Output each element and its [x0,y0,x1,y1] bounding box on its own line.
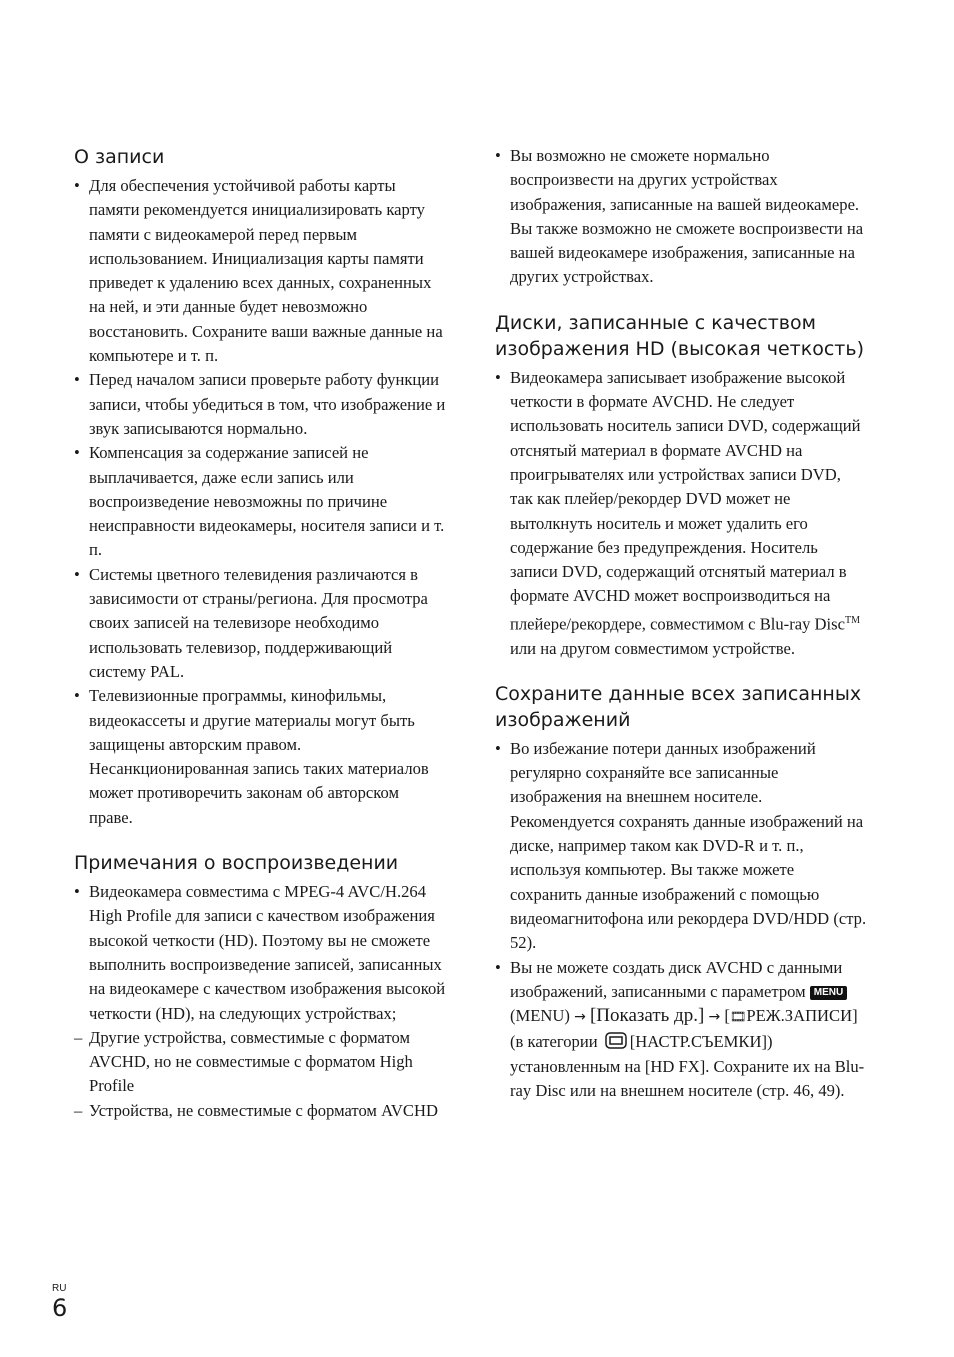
menu-path-rec-mode: РЕЖ.ЗАПИСИ] (в категории [510,1006,858,1052]
section-compat [495,144,867,290]
list-item: • Вы возможно не сможете нормально воспроизвести на других устройствах изображения, записанные на вашей видеокамере. Вы также возможно не сможете воспроизвести на вашей видеокамере изображения, записанные на других устройствах. [495,144,867,290]
film-icon: 🎞 [729,1010,747,1026]
arrow-right-icon: → [574,1009,586,1026]
section-heading: Сохраните данные всех записанных изображений [495,682,862,731]
bullet-list [495,366,867,661]
section-about-recording [74,144,446,830]
list-item [495,956,867,1104]
sub-list-item: – Устройства, не совместимые с форматом AVCHD [74,1099,446,1123]
list-item: • Во избежание потери данных изображений регулярно сохраняйте все записанные изображения на внешнем носителе. Рекомендуется сохранять данные изображений на диске, например таком как DVD-R и т. п., используя компьютер. Вы также можете сохранить данные изображений с помощью видеомагнитофона или рекордера DVD/HDD (стр. 52). [495,737,867,956]
bullet-list [495,144,867,290]
camera-icon [602,1031,630,1051]
bullet-list [74,880,446,1123]
menu-text: (MENU) [510,1006,575,1026]
section-heading: О записи [74,146,165,168]
arrow-right-icon: → [708,1009,721,1026]
list-item [495,366,867,661]
menu-path-show-more: [Показать др.] [589,1005,705,1027]
list-item [74,880,446,1123]
page-number: 6 [52,1294,68,1322]
list-item: • Телевизионные программы, кинофильмы, видеокассеты и другие материалы могут быть защищены авторским правом. Несанкционированная запись таких материалов может противоречить законам об авторском праве. [74,684,446,830]
section-playback-notes [74,850,446,1123]
dash-list [74,1026,446,1123]
page-footer [52,1283,67,1322]
list-item-text: Видеокамера совместима с MPEG-4 AVC/H.264 High Profile для записи с качеством изображения высокой четкости (HD). Поэтому вы не сможете выполнить воспроизведение записей, записанных на видеокамере с качеством изображения высокой четкости (HD), на следующих устройствах; [89,882,446,1023]
menu-path-shooting-set: [НАСТР.СЪЕМКИ]) установленным на [HD FX]. Сохраните их на Blu-ray Disc или на внешнем носителе (стр. 46, 49). [510,1032,865,1101]
section-heading: Примечания о воспроизведении [74,852,399,875]
trademark-symbol: TM [844,614,860,626]
bracket-text: [ [720,1006,730,1026]
section-save-data [495,681,867,1103]
left-column [74,144,446,1143]
menu-button-icon: MENU [810,986,847,1000]
list-item-text: Видеокамера записывает изображение высокой четкости в формате AVCHD. Не следует использовать носитель записи DVD, содержащий отснятый материал в формате AVCHD на проигрывателях или устройствах записи DVD, так как плейер/рекордер DVD может не вытолкнуть носитель и может удалить его содержание без предупреждения. Носитель записи DVD, содержащий отснятый материал в формате AVCHD может воспроизводиться на плейере/рекордере, совместимом с Blu-ray Disc [510,367,861,634]
list-item: • Системы цветного телевидения различаются в зависимости от страны/региона. Для просмотра своих записей на телевизоре необходимо использовать телевизор, поддерживающий систему PAL. [74,563,446,684]
list-item-text: Вы не можете создать диск AVCHD с данными изображений, записанными с параметром [510,957,843,1001]
right-column [495,144,867,1123]
language-code: RU [52,1283,67,1294]
sub-list-item: – Другие устройства, совместимые с форматом AVCHD, но не совместимые с форматом High Profile [74,1026,446,1099]
list-item: • Для обеспечения устойчивой работы карты памяти рекомендуется инициализировать карту памяти с видеокамерой перед первым использованием. Инициализация карты памяти приведет к удалению всех данных, сохраненных на ней, и эти данные будет невозможно восстановить. Сохраните ваши важные данные на компьютере и т. п. [74,174,446,368]
list-item-text-end: или на другом совместимом устройстве. [510,638,796,658]
bullet-list [495,737,867,1103]
section-heading: Диски, записанные с качеством изображения HD (высокая четкость) [495,311,864,360]
bullet-list [74,174,446,830]
section-hd-discs [495,310,867,661]
list-item: • Компенсация за содержание записей не выплачивается, даже если запись или воспроизведение невозможны по причине неисправности видеокамеры, носителя записи и т. п. [74,441,446,562]
list-item: • Перед началом записи проверьте работу функции записи, чтобы убедиться в том, что изображение и звук записываются нормально. [74,368,446,441]
